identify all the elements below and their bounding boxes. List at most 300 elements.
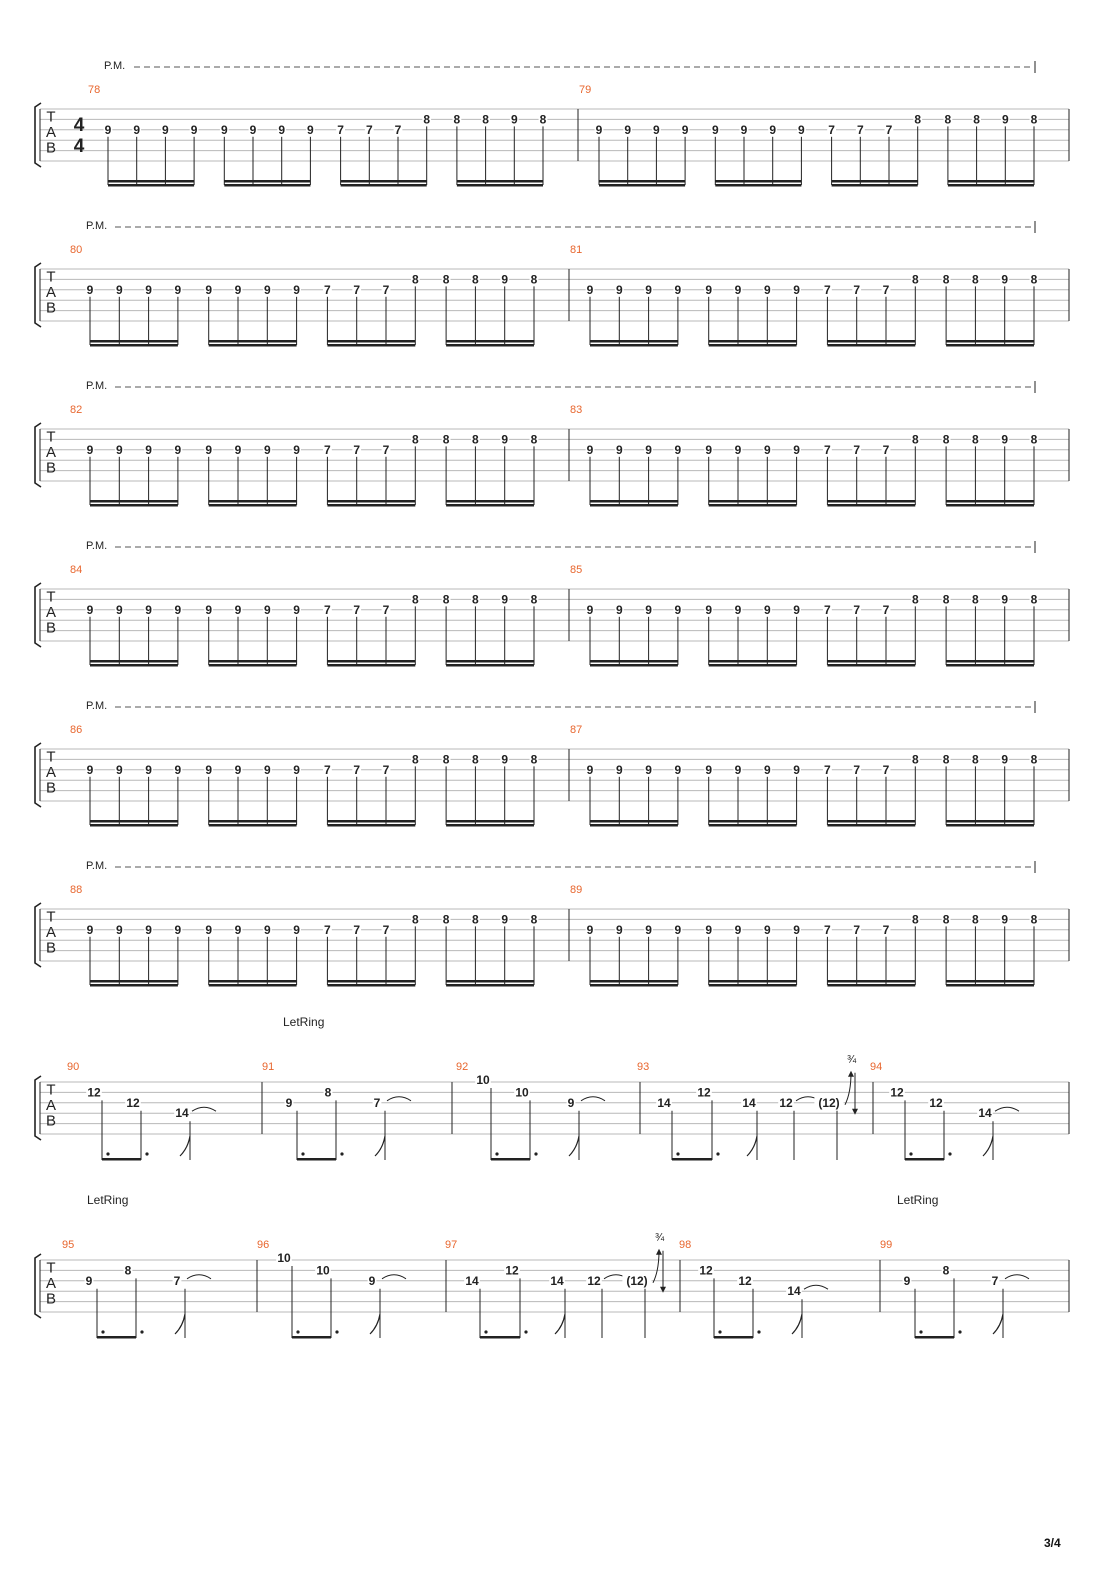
fret-number: 14 <box>742 1095 756 1110</box>
let-ring-label: LetRing <box>283 1015 325 1029</box>
fret-number: 8 <box>453 112 461 127</box>
tab-clef-letter: A <box>45 124 57 141</box>
time-signature-top: 4 <box>73 115 85 136</box>
fret-number: 9 <box>586 762 594 777</box>
fret-number: 7 <box>991 1273 999 1288</box>
fret-number: 9 <box>734 602 742 617</box>
beam-secondary <box>715 184 801 187</box>
beam-primary <box>446 980 534 983</box>
fret-number: 9 <box>86 602 94 617</box>
fret-number: 9 <box>285 1095 293 1110</box>
beam-secondary <box>446 824 534 827</box>
beam-primary <box>827 340 915 343</box>
fret-number: 14 <box>978 1106 992 1121</box>
dot <box>676 1152 679 1155</box>
system-88-89 <box>35 860 1069 987</box>
dot <box>718 1330 721 1333</box>
fret-number: 9 <box>205 922 213 937</box>
palm-mute-label: P.M. <box>86 700 108 712</box>
beam-secondary <box>946 824 1034 827</box>
beam-primary <box>209 980 297 983</box>
fret-number: 9 <box>145 442 152 457</box>
beam-secondary <box>341 184 427 187</box>
fret-number: 9 <box>86 762 94 777</box>
fret-number: 8 <box>972 912 979 927</box>
fret-number: 9 <box>734 762 742 777</box>
fret-number: 7 <box>382 602 390 617</box>
beam-secondary <box>709 824 797 827</box>
fret-number: 9 <box>615 922 623 937</box>
dot <box>958 1330 961 1333</box>
fret-number: 10 <box>316 1263 330 1278</box>
fret-number: 14 <box>175 1106 189 1121</box>
fret-number: 7 <box>324 602 331 617</box>
measure-number: 85 <box>570 564 583 576</box>
fret-number: (12) <box>626 1273 648 1288</box>
dot <box>484 1330 487 1333</box>
beam-secondary <box>446 664 534 667</box>
tie-arc <box>382 1275 406 1279</box>
fret-number: 9 <box>793 602 800 617</box>
fret-number: 9 <box>1001 272 1009 287</box>
beam-primary <box>709 820 797 823</box>
fret-number: 7 <box>382 762 390 777</box>
fret-number: 8 <box>972 592 979 607</box>
beam-secondary <box>327 344 415 347</box>
beam-secondary <box>327 984 415 987</box>
beam-primary <box>90 500 178 503</box>
beam-secondary <box>327 504 415 507</box>
fret-number: 8 <box>411 752 419 767</box>
fret-number: 7 <box>373 1095 381 1110</box>
fret-number: 8 <box>944 112 952 127</box>
fret-number: 8 <box>411 272 419 287</box>
fret-number: 14 <box>787 1284 801 1299</box>
fret-number: 9 <box>145 922 152 937</box>
fret-number: 8 <box>442 592 450 607</box>
beam-secondary <box>209 984 297 987</box>
beam-secondary <box>946 504 1034 507</box>
beam-secondary <box>709 664 797 667</box>
fret-number: 9 <box>645 602 652 617</box>
tab-clef-letter: B <box>45 1112 57 1130</box>
fret-number: (12) <box>818 1095 840 1110</box>
beam-primary <box>209 660 297 663</box>
tab-clef-letter: B <box>45 619 57 637</box>
tab-clef-letter: B <box>45 779 57 797</box>
measure-number: 82 <box>70 404 83 416</box>
beam-secondary <box>209 504 297 507</box>
beam-secondary <box>446 344 534 347</box>
fret-number: 12 <box>697 1085 711 1100</box>
fret-number: 7 <box>353 762 361 777</box>
fret-number: 9 <box>586 282 594 297</box>
fret-number: 9 <box>645 922 652 937</box>
fret-number: 9 <box>763 442 771 457</box>
tab-clef-letter: T <box>46 428 56 446</box>
tie-arc <box>387 1097 411 1101</box>
beam-secondary <box>590 824 678 827</box>
fret-number: 7 <box>353 442 361 457</box>
beam-primary <box>446 820 534 823</box>
beam <box>491 1158 530 1161</box>
fret-number: 9 <box>510 112 518 127</box>
fret-number: 12 <box>505 1263 519 1278</box>
note-flag <box>370 1314 380 1334</box>
fret-number: 12 <box>890 1085 904 1100</box>
beam-primary <box>446 660 534 663</box>
fret-number: 9 <box>705 442 713 457</box>
beam-primary <box>709 340 797 343</box>
fret-number: 7 <box>824 922 831 937</box>
beam-primary <box>827 980 915 983</box>
beam-primary <box>709 980 797 983</box>
beam <box>672 1158 712 1161</box>
beam-secondary <box>446 984 534 987</box>
measure-number: 99 <box>880 1239 893 1251</box>
fret-number: 10 <box>476 1073 490 1087</box>
fret-number: 9 <box>133 122 141 137</box>
fret-number: 7 <box>853 922 861 937</box>
beam-secondary <box>90 344 178 347</box>
fret-number: 9 <box>205 762 213 777</box>
bend-arrow <box>653 1251 659 1283</box>
fret-number: 9 <box>674 442 682 457</box>
fret-number: 9 <box>263 922 271 937</box>
beam-primary <box>827 500 915 503</box>
fret-number: 12 <box>126 1095 140 1110</box>
beam-secondary <box>827 504 915 507</box>
fret-number: 8 <box>942 592 950 607</box>
note-flag <box>993 1314 1003 1334</box>
beam-primary <box>209 500 297 503</box>
fret-number: 9 <box>174 442 182 457</box>
fret-number: 9 <box>174 282 182 297</box>
fret-number: 12 <box>587 1273 601 1288</box>
fret-number: 9 <box>307 122 314 137</box>
fret-number: 8 <box>423 112 431 127</box>
time-signature-bottom: 4 <box>73 136 85 157</box>
fret-number: 9 <box>674 602 682 617</box>
fret-number: 8 <box>911 272 919 287</box>
fret-number: 8 <box>942 752 950 767</box>
let-ring-label: LetRing <box>87 1193 129 1207</box>
fret-number: 9 <box>763 762 771 777</box>
fret-number: 9 <box>674 762 682 777</box>
fret-number: 8 <box>530 592 538 607</box>
dot <box>101 1330 104 1333</box>
tie-arc <box>995 1107 1019 1111</box>
beam-secondary <box>209 824 297 827</box>
measure-number: 79 <box>579 84 592 96</box>
fret-number: 14 <box>657 1095 671 1110</box>
fret-number: 9 <box>705 762 713 777</box>
beam-primary <box>446 500 534 503</box>
fret-number: 9 <box>705 922 713 937</box>
fret-number: 9 <box>793 762 800 777</box>
fret-number: 7 <box>882 762 890 777</box>
tab-clef-letter: A <box>45 1097 57 1114</box>
tab-clef-letter: T <box>46 108 56 126</box>
beam-primary <box>327 340 415 343</box>
measure-number: 96 <box>257 1239 270 1251</box>
beam-secondary <box>90 504 178 507</box>
fret-number: 14 <box>465 1273 479 1288</box>
fret-number: 9 <box>681 122 689 137</box>
fret-number: 9 <box>501 752 509 767</box>
fret-number: 9 <box>711 122 719 137</box>
fret-number: 8 <box>942 912 950 927</box>
bend-amount: ¾ <box>655 1231 665 1244</box>
fret-number: 9 <box>263 282 271 297</box>
fret-number: 9 <box>1001 752 1009 767</box>
tie-arc <box>192 1107 216 1111</box>
tie-arc <box>581 1097 605 1101</box>
fret-number: 9 <box>645 282 652 297</box>
beam-primary <box>948 180 1034 183</box>
beam <box>915 1336 954 1339</box>
fret-number: 8 <box>411 912 419 927</box>
dot <box>335 1330 338 1333</box>
palm-mute-label: P.M. <box>86 220 108 232</box>
beam-primary <box>327 500 415 503</box>
beam-primary <box>590 660 678 663</box>
tie-arc <box>1005 1275 1029 1279</box>
fret-number: 8 <box>942 1263 950 1278</box>
fret-number: 12 <box>699 1263 713 1278</box>
beam-primary <box>90 820 178 823</box>
fret-number: 9 <box>234 442 242 457</box>
fret-number: 9 <box>586 922 594 937</box>
fret-number: 7 <box>853 602 861 617</box>
fret-number: 8 <box>442 432 450 447</box>
fret-number: 8 <box>972 752 979 767</box>
measure-number: 86 <box>70 724 83 736</box>
fret-number: 7 <box>353 602 361 617</box>
beam-primary <box>90 340 178 343</box>
measure-number: 94 <box>870 1061 883 1073</box>
beam <box>905 1158 944 1161</box>
fret-number: 9 <box>586 442 594 457</box>
measure-number: 83 <box>570 404 583 416</box>
fret-number: 9 <box>705 282 713 297</box>
page-number: 3/4 <box>1044 1536 1061 1550</box>
tab-clef-letter: B <box>45 459 57 477</box>
beam-secondary <box>827 344 915 347</box>
note-flag <box>175 1314 185 1334</box>
beam-secondary <box>90 984 178 987</box>
tab-clef-letter: T <box>46 748 56 766</box>
fret-number: 9 <box>86 442 94 457</box>
fret-number: 9 <box>234 762 242 777</box>
tab-clef-letter: A <box>45 284 57 301</box>
fret-number: 8 <box>1030 112 1038 127</box>
tab-clef-letter: B <box>45 939 57 957</box>
fret-number: 9 <box>501 272 509 287</box>
fret-number: 7 <box>394 122 402 137</box>
palm-mute-label: P.M. <box>104 60 126 72</box>
tie-arc <box>187 1275 211 1279</box>
measure-number: 98 <box>679 1239 692 1251</box>
fret-number: 8 <box>942 432 950 447</box>
fret-number: 8 <box>973 112 980 127</box>
system-86-87 <box>35 700 1069 827</box>
beam-secondary <box>946 344 1034 347</box>
fret-number: 9 <box>645 442 652 457</box>
beam-primary <box>590 340 678 343</box>
beam-primary <box>827 660 915 663</box>
fret-number: 9 <box>293 442 300 457</box>
tab-clef-letter: A <box>45 924 57 941</box>
system-80-81 <box>35 220 1069 347</box>
measure-number: 88 <box>70 884 83 896</box>
beam-primary <box>599 180 685 183</box>
fret-number: 8 <box>411 592 419 607</box>
beam-secondary <box>590 984 678 987</box>
fret-number: 7 <box>853 282 861 297</box>
fret-number: 8 <box>530 272 538 287</box>
fret-number: 8 <box>914 112 922 127</box>
dot <box>948 1152 951 1155</box>
beam-primary <box>90 980 178 983</box>
fret-number: 8 <box>1030 432 1038 447</box>
fret-number: 8 <box>539 112 547 127</box>
tab-clef-letter: T <box>46 268 56 286</box>
beam-primary <box>327 660 415 663</box>
palm-mute-label: P.M. <box>86 860 108 872</box>
fret-number: 7 <box>353 922 361 937</box>
dot <box>296 1330 299 1333</box>
dot <box>301 1152 304 1155</box>
fret-number: 8 <box>442 272 450 287</box>
fret-number: 9 <box>86 922 94 937</box>
fret-number: 7 <box>824 282 831 297</box>
beam-primary <box>108 180 194 183</box>
beam-primary <box>446 340 534 343</box>
fret-number: 8 <box>972 432 979 447</box>
fret-number: 9 <box>624 122 632 137</box>
tab-clef-letter: T <box>46 588 56 606</box>
fret-number: 8 <box>472 592 479 607</box>
beam-primary <box>590 980 678 983</box>
fret-number: 9 <box>615 762 623 777</box>
dot <box>145 1152 148 1155</box>
fret-number: 8 <box>124 1263 132 1278</box>
tab-clef-letter: B <box>45 299 57 317</box>
palm-mute-label: P.M. <box>86 380 108 392</box>
measure-number: 78 <box>88 84 101 96</box>
beam-secondary <box>827 984 915 987</box>
fret-number: 8 <box>530 432 538 447</box>
beam-primary <box>90 660 178 663</box>
fret-number: 7 <box>885 122 893 137</box>
fret-number: 7 <box>824 442 831 457</box>
fret-number: 7 <box>382 922 390 937</box>
fret-number: 8 <box>911 592 919 607</box>
fret-number: 8 <box>472 272 479 287</box>
tab-clef-letter: A <box>45 604 57 621</box>
fret-number: 10 <box>515 1085 529 1100</box>
note-flag <box>569 1136 579 1156</box>
measure-number: 90 <box>67 1061 80 1073</box>
beam-primary <box>590 500 678 503</box>
fret-number: 9 <box>567 1095 575 1110</box>
beam-primary <box>327 820 415 823</box>
measure-number: 92 <box>456 1061 469 1073</box>
beam-primary <box>827 820 915 823</box>
fret-number: 8 <box>472 912 479 927</box>
fret-number: 9 <box>586 602 594 617</box>
fret-number: 7 <box>882 282 890 297</box>
beam-primary <box>946 980 1034 983</box>
fret-number: 9 <box>793 442 800 457</box>
fret-number: 8 <box>972 272 979 287</box>
beam <box>480 1336 520 1339</box>
beam-secondary <box>446 504 534 507</box>
fret-number: 9 <box>145 282 152 297</box>
fret-number: 9 <box>234 922 242 937</box>
beam-primary <box>209 340 297 343</box>
fret-number: 9 <box>190 122 198 137</box>
lead-system-0 <box>35 1015 1069 1161</box>
fret-number: 8 <box>911 752 919 767</box>
dot <box>495 1152 498 1155</box>
fret-number: 9 <box>1001 432 1009 447</box>
fret-number: 9 <box>293 762 300 777</box>
measure-number: 80 <box>70 244 83 256</box>
note-flag <box>555 1314 565 1334</box>
beam-secondary <box>209 344 297 347</box>
fret-number: 12 <box>779 1095 793 1110</box>
fret-number: 9 <box>1001 912 1009 927</box>
fret-number: 9 <box>501 432 509 447</box>
fret-number: 9 <box>1001 112 1009 127</box>
beam-primary <box>709 660 797 663</box>
fret-number: 12 <box>929 1095 943 1110</box>
fret-number: 8 <box>1030 912 1038 927</box>
fret-number: 9 <box>205 442 213 457</box>
measure-number: 95 <box>62 1239 75 1251</box>
fret-number: 7 <box>337 122 344 137</box>
beam <box>102 1158 141 1161</box>
beam-primary <box>341 180 427 183</box>
fret-number: 9 <box>645 762 652 777</box>
fret-number: 8 <box>442 752 450 767</box>
beam-secondary <box>599 184 685 187</box>
fret-number: 8 <box>472 752 479 767</box>
beam-secondary <box>457 184 543 187</box>
fret-number: 8 <box>411 432 419 447</box>
fret-number: 7 <box>882 602 890 617</box>
fret-number: 9 <box>705 602 713 617</box>
fret-number: 9 <box>115 922 123 937</box>
bend-amount: ¾ <box>847 1053 857 1066</box>
fret-number: 9 <box>234 282 242 297</box>
beam-primary <box>946 820 1034 823</box>
beam-secondary <box>590 504 678 507</box>
dot <box>534 1152 537 1155</box>
fret-number: 7 <box>853 442 861 457</box>
fret-number: 12 <box>738 1273 752 1288</box>
fret-number: 9 <box>115 282 123 297</box>
beam-primary <box>709 500 797 503</box>
measure-number: 93 <box>637 1061 650 1073</box>
tab-clef-letter: B <box>45 139 57 157</box>
beam-primary <box>590 820 678 823</box>
measure-number: 81 <box>570 244 583 256</box>
beam-secondary <box>90 824 178 827</box>
fret-number: 9 <box>249 122 257 137</box>
